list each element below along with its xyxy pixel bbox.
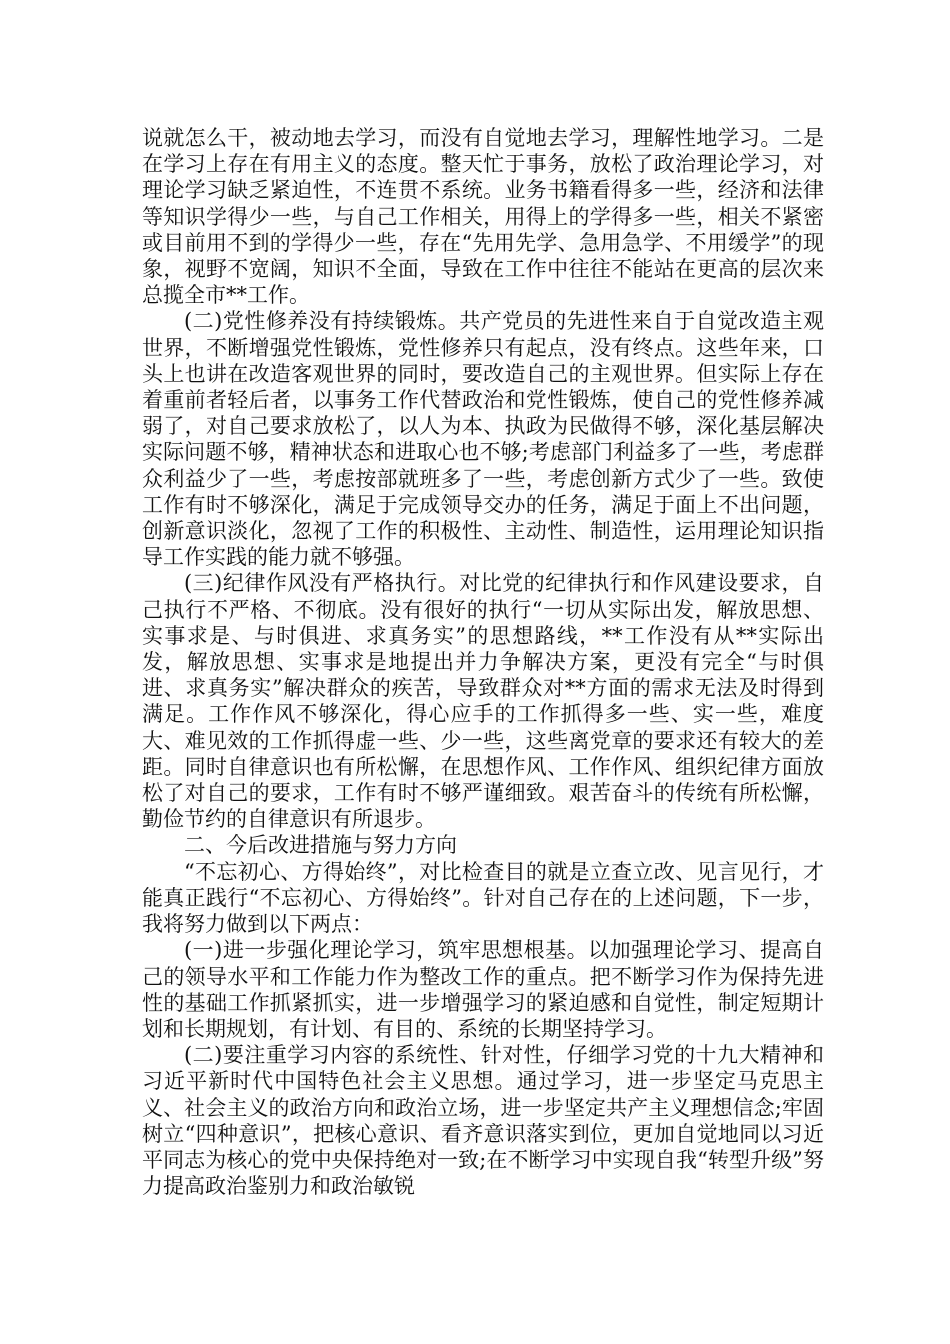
section-heading-improvement: 二、今后改进措施与努力方向 bbox=[184, 833, 457, 858]
paragraph-study-attitude: 说就怎么干，被动地去学习，而没有自觉地去学习，理解性地学习。二是在学习上存在有用主义的态度。整天忙于事务，放松了政治理论学习，对理论学习缺乏紧迫性，不连贯不系统。业务书籍看得多一些，经济和法律等知识学得少一些，与自己工作相关，用得上的学得多一些，相关不紧密或目前用不到的学得少一些，存在“先用先学、急用急学、不用缓学”的现象，视野不宽阔，知识不全面，导致在工作中往往不能站在更高的层次来总揽全市**工作。 bbox=[142, 126, 824, 308]
paragraph-party-cultivation: (二)党性修养没有持续锻炼。共产党员的先进性来自于自觉改造主观世界，不断增强党性锻炼，党性修养只有起点，没有终点。这些年来，口头上也讲在改造客观世界的同时，要改造自己的主观世界。但实际上存在着重前者轻后者，以事务工作代替政治和党性锻炼，使自己的党性修养减弱了，对自己要求放松了，以人为本、执政为民做得不够，深化基层解决实际问题不够，精神状态和进取心也不够;考虑部门利益多了一些，考虑群众利益少了一些，考虑按部就班多了一些，考虑创新方式少了一些。致使工作有时不够深化，满足于完成领导交办的任务，满足于面上不出问题，创新意识淡化，忽视了工作的积极性、主动性、制造性，运用理论知识指导工作实践的能力就不够强。 bbox=[142, 309, 824, 570]
document-body bbox=[142, 125, 824, 1199]
paragraph-systematic-study: (二)要注重学习内容的系统性、针对性，仔细学习党的十九大精神和习近平新时代中国特色社会主义思想。通过学习，进一步坚定马克思主义、社会主义的政治方向和政治立场，进一步坚定共产主义理想信念;牢固树立“四种意识”，把核心意识、看齐意识落实到位，更加自觉地同以习近平同志为核心的党中央保持绝对一致;在不断学习中实现自我“转型升级”努力提高政治鉴别力和政治敏锐 bbox=[142, 1043, 824, 1199]
paragraph-theory-study: (一)进一步强化理论学习，筑牢思想根基。以加强理论学习、提高自己的领导水平和工作能力作为整改工作的重点。把不断学习作为保持先进性的基础工作抓紧抓实，进一步增强学习的紧迫感和自觉性，制定短期计划和长期规划，有计划、有目的、系统的长期坚持学习。 bbox=[142, 938, 824, 1041]
paragraph-discipline-style: (三)纪律作风没有严格执行。对比党的纪律执行和作风建设要求，自己执行不严格、不彻底。没有很好的执行“一切从实际出发，解放思想、实事求是、与时俱进、求真务实”的思想路线，**工作没有从**实际出发，解放思想、实事求是地提出并力争解决方案，更没有完全“与时俱进、求真务实”解决群众的疾苦，导致群众对**方面的需求无法及时得到满足。工作作风不够深化，得心应手的工作抓得多一些、实一些，难度大、难见效的工作抓得虚一些、少一些，这些离党章的要求还有较大的差距。同时自律意识也有所松懈，在思想作风、工作作风、组织纪律方面放松了对自己的要求，工作有时不够严谨细致。艰苦奋斗的传统有所松懈，勤俭节约的自律意识有所退步。 bbox=[142, 571, 824, 832]
paragraph-original-aspiration: “不忘初心、方得始终”，对比检查目的就是立查立改、见言见行，才能真正践行“不忘初心、方得始终”。针对自己存在的上述问题，下一步，我将努力做到以下两点： bbox=[142, 859, 824, 937]
